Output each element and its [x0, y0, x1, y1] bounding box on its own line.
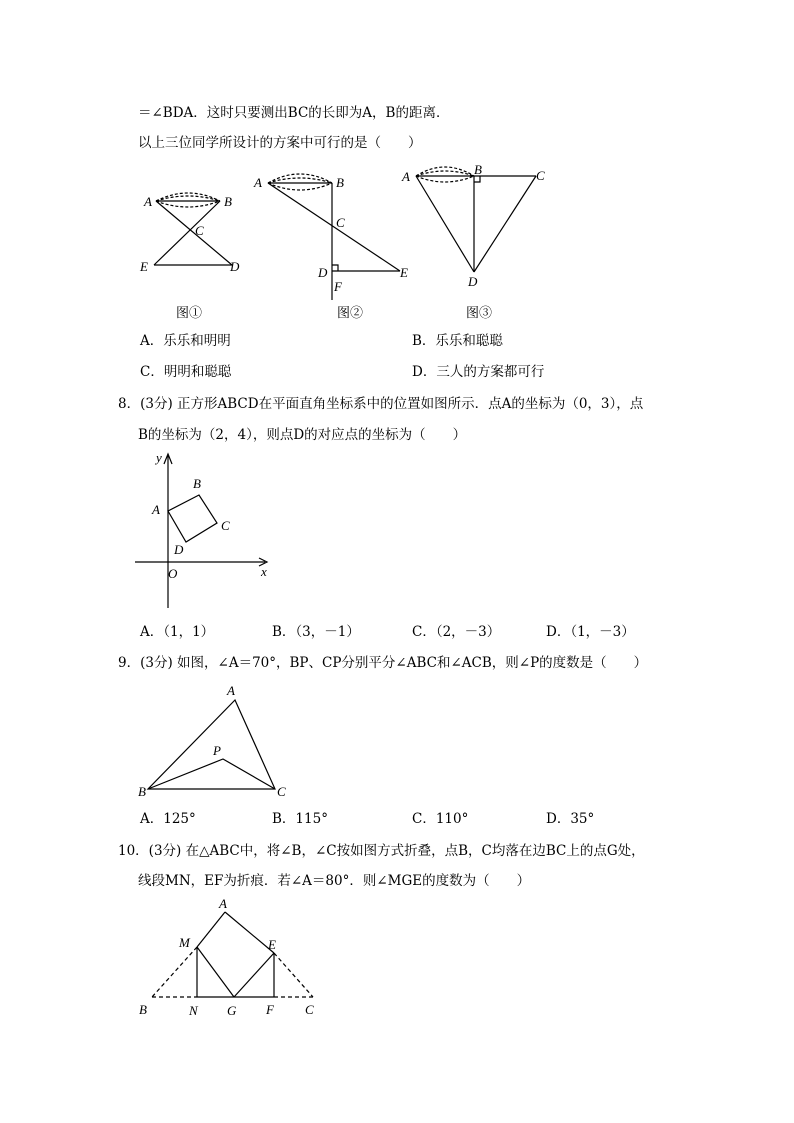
q10-line-2: 线段MN，EF为折痕．若∠A＝80°．则∠MGE的度数为（ ）	[138, 873, 531, 889]
q7-option-a: A．乐乐和明明	[140, 333, 231, 349]
q10-label-f: F	[266, 1002, 274, 1017]
q9-label-a: A	[227, 683, 235, 698]
fig3-label-c: C	[536, 168, 545, 183]
q8-label-b: B	[193, 476, 201, 491]
q10-label-c: C	[305, 1002, 314, 1017]
q8-label-d: D	[174, 542, 184, 557]
q10-label-n: N	[189, 1003, 198, 1018]
q10-label-a: A	[219, 896, 227, 911]
q8-figure	[135, 450, 285, 610]
fig2-label-a: A	[254, 175, 262, 190]
q7-figure-2	[252, 165, 412, 305]
fig-caption-2: 图②	[337, 306, 364, 321]
q9-label-p: P	[213, 743, 221, 758]
q7-option-b: B．乐乐和聪聪	[412, 333, 503, 349]
q10-label-e: E	[268, 937, 276, 952]
q8-label-a: A	[152, 502, 160, 517]
q9-line-1: 9．(3分) 如图，∠A＝70°，BP、CP分别平分∠ABC和∠ACB，则∠P的度数是（ ）	[118, 655, 648, 671]
q9-label-b: B	[138, 784, 146, 799]
q8-option-a: A．（1，1）	[140, 624, 215, 640]
q8-line-2: B的坐标为（2，4），则点D的对应点的坐标为（ ）	[138, 427, 467, 443]
q7-figure-1	[140, 185, 260, 275]
fig1-label-e: E	[140, 259, 148, 274]
q10-figure	[135, 895, 335, 1025]
q8-label-y: y	[156, 450, 162, 465]
fig2-label-b: B	[336, 175, 344, 190]
q9-label-c: C	[277, 784, 286, 799]
q9-option-d: D．35°	[546, 811, 595, 827]
fig2-label-d: D	[318, 265, 328, 280]
fig3-label-d: D	[468, 274, 478, 289]
q9-option-c: C．110°	[412, 811, 469, 827]
fig2-label-f: F	[334, 279, 342, 294]
q10-label-m: M	[179, 935, 190, 950]
fig2-label-e: E	[400, 265, 408, 280]
q8-option-d: D．（1，－3）	[546, 624, 635, 640]
q9-figure	[135, 682, 295, 802]
q7-question: 以上三位同学所设计的方案中可行的是（ ）	[138, 135, 422, 151]
fig1-label-a: A	[144, 194, 152, 209]
q10-label-b: B	[139, 1002, 147, 1017]
fig-caption-3: 图③	[466, 306, 493, 321]
q8-label-x: x	[261, 564, 267, 579]
q7-option-d: D．三人的方案都可行	[412, 364, 545, 380]
q10-label-g: G	[227, 1003, 237, 1018]
q9-option-a: A．125°	[140, 811, 196, 827]
q9-option-b: B．115°	[272, 811, 328, 827]
q7-line-continuation: ＝∠BDA．这时只要测出BC的长即为A，B的距离．	[138, 105, 450, 121]
fig3-label-a: A	[402, 169, 410, 184]
q7-option-c: C．明明和聪聪	[140, 364, 232, 380]
q8-label-c: C	[221, 518, 230, 533]
q8-label-o: O	[168, 566, 178, 581]
fig3-label-b: B	[474, 162, 482, 177]
fig1-label-d: D	[230, 259, 240, 274]
fig1-label-b: B	[224, 194, 232, 209]
q8-line-1: 8．(3分) 正方形ABCD在平面直角坐标系中的位置如图所示．点A的坐标为（0，3），点	[118, 396, 644, 412]
q7-figure-3	[400, 160, 570, 290]
q10-line-1: 10．(3分) 在△ABC中，将∠B，∠C按如图方式折叠，点B，C均落在边BC上的点G处，	[118, 843, 645, 859]
fig-caption-1: 图①	[176, 306, 203, 321]
fig1-label-c: C	[195, 223, 204, 238]
q8-option-c: C．（2，－3）	[412, 624, 501, 640]
q8-option-b: B．（3，－1）	[272, 624, 360, 640]
fig2-label-c: C	[336, 215, 345, 230]
